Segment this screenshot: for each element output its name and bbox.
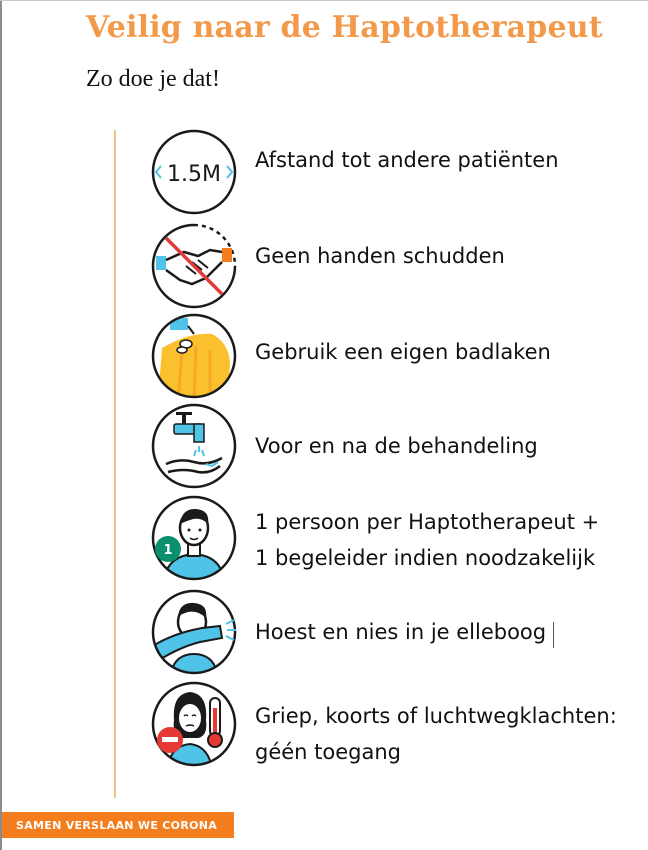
towel-icon xyxy=(150,312,238,400)
one-person-icon xyxy=(150,494,238,582)
item-line: 1 begeleider indien noodzakelijk xyxy=(255,546,596,570)
distance-1-5m-icon xyxy=(150,128,238,216)
item-text-towel xyxy=(255,334,551,370)
item-line: Geen handen schudden xyxy=(255,244,505,268)
page-border xyxy=(0,0,2,850)
item-line: Voor en na de behandeling xyxy=(255,434,538,458)
timeline-divider xyxy=(114,130,116,798)
item-line: Griep, koorts of luchtwegklachten: xyxy=(255,704,617,728)
icon-1-5m-text: 1.5M xyxy=(167,162,221,187)
fever-no-entry-icon xyxy=(150,680,238,768)
item-line: Gebruik een eigen badlaken xyxy=(255,340,551,364)
item-line: Afstand tot andere patiënten xyxy=(255,148,559,172)
item-line: Hoest en nies in je elleboog xyxy=(255,620,547,644)
page-border-top xyxy=(0,0,648,1)
item-text-fever-no-entry xyxy=(255,698,617,770)
hand-washing-icon xyxy=(150,402,238,490)
item-text-one-person xyxy=(255,504,599,576)
item-line: géén toegang xyxy=(255,740,401,764)
item-text-cough-elbow xyxy=(255,614,546,650)
item-text-no-handshake xyxy=(255,238,505,274)
footer-banner: SAMEN VERSLAAN WE CORONA xyxy=(2,812,234,838)
text-cursor xyxy=(553,622,554,648)
page-title: Veilig naar de Haptotherapeut xyxy=(86,10,603,45)
cough-elbow-icon xyxy=(150,588,238,676)
person-count-badge: 1 xyxy=(163,543,173,558)
item-line: 1 persoon per Haptotherapeut + xyxy=(255,510,600,534)
item-text-hand-washing xyxy=(255,428,538,464)
item-text-distance xyxy=(255,142,559,178)
no-handshake-icon xyxy=(150,222,238,310)
page-subtitle: Zo doe je dat! xyxy=(86,66,220,92)
